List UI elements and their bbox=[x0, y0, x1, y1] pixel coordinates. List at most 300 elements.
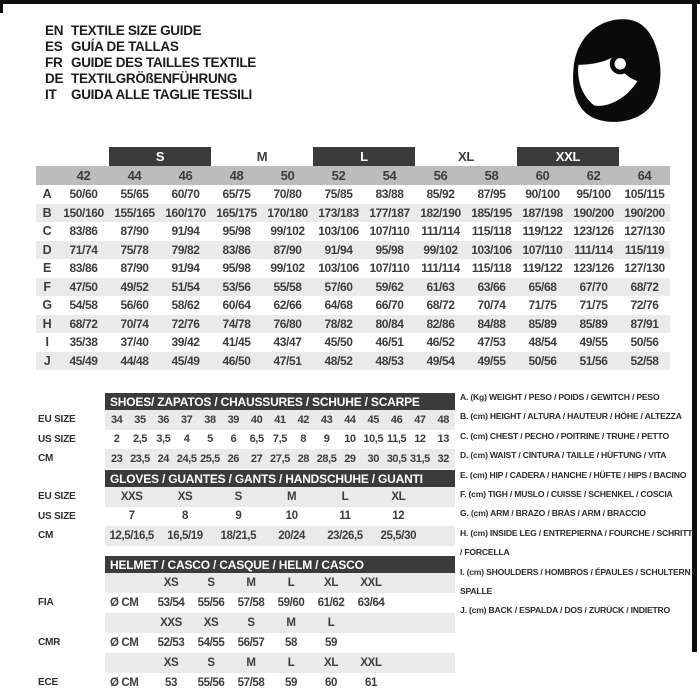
helmet-size-label: M bbox=[286, 617, 296, 629]
shoes-rows bbox=[105, 410, 455, 469]
frame-border-top bbox=[0, 0, 700, 4]
gloves-rows bbox=[105, 487, 455, 546]
language-title: TEXTILGRÖßENFÜHRUNG bbox=[71, 71, 238, 86]
shoes-cell: 27 bbox=[250, 452, 263, 465]
legend-item: J. (cm) BACK / ESPALDA / DOS / ZURÜCK / INDIETRO bbox=[460, 605, 671, 616]
shoes-cell: 35 bbox=[134, 413, 146, 426]
shoes-cell: 28,5 bbox=[316, 452, 337, 465]
numeric-size: 56 bbox=[433, 168, 448, 183]
helmet-size-label: XL bbox=[324, 657, 338, 669]
gloves-cell: 8 bbox=[181, 510, 188, 523]
size-value: 49/54 bbox=[426, 353, 455, 368]
shoes-cell: 23 bbox=[110, 452, 123, 465]
shoes-cell: 6 bbox=[230, 433, 237, 446]
size-value: 111/114 bbox=[574, 242, 613, 257]
helmet-standard-ece: ECE bbox=[38, 677, 58, 688]
gloves-title: GLOVES / GUANTES / GANTS / HANDSCHUHE / GUANTI bbox=[105, 470, 455, 487]
helmet-sizes-row bbox=[105, 613, 455, 633]
size-value: 91/94 bbox=[324, 242, 353, 257]
helmet-size-label: M bbox=[246, 657, 256, 669]
size-row-b bbox=[36, 204, 670, 223]
shoes-data-row bbox=[105, 410, 455, 430]
gloves-data-row bbox=[105, 507, 455, 527]
size-value: 71/75 bbox=[579, 298, 608, 313]
helmet-value: 59 bbox=[285, 677, 297, 689]
size-value: 127/130 bbox=[624, 261, 665, 276]
shoes-cell: 10,5 bbox=[363, 433, 384, 446]
shoes-cell: 6,5 bbox=[249, 433, 264, 446]
size-value: 65/68 bbox=[528, 279, 557, 294]
size-value: 165/175 bbox=[216, 205, 257, 220]
language-title: GUIDA ALLE TAGLIE TESSILI bbox=[71, 87, 252, 102]
shoes-cell: 12 bbox=[414, 433, 426, 446]
helmet-size-label: XS bbox=[163, 657, 179, 669]
size-value: 70/74 bbox=[477, 298, 506, 313]
size-value: 45/49 bbox=[171, 353, 200, 368]
size-value: 35/38 bbox=[69, 335, 98, 350]
size-value: 119/122 bbox=[522, 261, 563, 276]
helmet-standard-fia: FIA bbox=[38, 597, 54, 608]
size-value: 182/190 bbox=[420, 205, 461, 220]
numeric-size: 62 bbox=[586, 168, 601, 183]
size-value: 59/62 bbox=[375, 279, 404, 294]
gloves-row-label: US SIZE bbox=[38, 510, 76, 522]
size-value: 87/91 bbox=[630, 316, 659, 331]
helmet-value: 60 bbox=[325, 677, 337, 689]
shoes-cell: 9 bbox=[323, 433, 330, 446]
numeric-size: 60 bbox=[535, 168, 550, 183]
numeric-size: 42 bbox=[76, 168, 91, 183]
size-value: 103/106 bbox=[471, 242, 512, 257]
size-value: 61/63 bbox=[426, 279, 455, 294]
gloves-cell: 18/21,5 bbox=[220, 529, 257, 542]
row-letter: B bbox=[42, 205, 52, 220]
size-value: 49/52 bbox=[120, 279, 149, 294]
size-value: 78/82 bbox=[324, 316, 353, 331]
size-value: 46/50 bbox=[222, 353, 251, 368]
gloves-cell: 7 bbox=[128, 510, 135, 523]
racing-helmet-icon bbox=[568, 16, 663, 126]
gloves-cell: 23/26,5 bbox=[327, 529, 363, 542]
legend-item: G. (cm) ARM / BRAZO / BRAS / ARM / BRACCIO bbox=[460, 508, 646, 519]
letter-size-m: M bbox=[256, 149, 268, 164]
size-value: 160/170 bbox=[165, 205, 206, 220]
numeric-size: 52 bbox=[331, 168, 346, 183]
legend-item: B. (cm) HEIGHT / ALTURA / HAUTEUR / HÖHE / ALTEZZA bbox=[460, 411, 682, 422]
row-letter: D bbox=[42, 242, 52, 257]
size-value: 67/70 bbox=[579, 279, 608, 294]
shoes-cell: 29 bbox=[344, 452, 356, 465]
frame-border-left-notch bbox=[0, 0, 3, 13]
gloves-data-row bbox=[105, 526, 455, 546]
shoes-cell: 26 bbox=[227, 452, 240, 465]
helmet-size-label: S bbox=[247, 617, 255, 629]
language-title: TEXTILE SIZE GUIDE bbox=[71, 23, 202, 38]
size-value: 82/86 bbox=[426, 316, 455, 331]
size-row-j bbox=[36, 352, 670, 371]
size-value: 95/98 bbox=[222, 261, 251, 276]
helmet-value: 56/57 bbox=[237, 637, 265, 649]
size-value: 71/74 bbox=[69, 242, 98, 257]
language-title: GUÍA DE TALLAS bbox=[71, 39, 179, 54]
shoes-cell: 30,5 bbox=[386, 452, 407, 465]
shoes-cell: 3,5 bbox=[156, 433, 171, 446]
size-value: 50/60 bbox=[69, 187, 98, 202]
size-value: 190/200 bbox=[624, 205, 665, 220]
size-value: 83/86 bbox=[222, 242, 251, 257]
helmet-value: 61 bbox=[365, 677, 377, 689]
row-letter: I bbox=[45, 335, 49, 350]
gloves-cell: XL bbox=[391, 490, 406, 503]
size-value: 58/62 bbox=[171, 298, 200, 313]
helmet-value: 58 bbox=[285, 637, 297, 649]
numeric-size: 50 bbox=[280, 168, 295, 183]
size-value: 41/45 bbox=[222, 335, 251, 350]
size-value: 85/89 bbox=[528, 316, 557, 331]
size-value: 75/78 bbox=[120, 242, 149, 257]
size-value: 74/78 bbox=[222, 316, 251, 331]
size-value: 72/76 bbox=[171, 316, 200, 331]
helmet-sizes-row bbox=[105, 573, 455, 593]
numeric-size: 46 bbox=[178, 168, 193, 183]
size-value: 46/52 bbox=[426, 335, 455, 350]
size-value: 49/55 bbox=[579, 335, 608, 350]
size-value: 83/86 bbox=[69, 224, 98, 239]
size-value: 57/60 bbox=[324, 279, 353, 294]
size-value: 80/84 bbox=[375, 316, 404, 331]
size-value: 107/110 bbox=[369, 261, 410, 276]
size-row-a bbox=[36, 185, 670, 204]
size-row-i bbox=[36, 333, 670, 352]
size-value: 60/70 bbox=[171, 187, 200, 202]
size-value: 190/200 bbox=[573, 205, 614, 220]
size-value: 63/66 bbox=[477, 279, 506, 294]
shoes-side-labels bbox=[38, 393, 105, 469]
size-value: 72/76 bbox=[630, 298, 659, 313]
shoes-cell: 47 bbox=[414, 413, 426, 426]
shoes-cell: 10 bbox=[344, 433, 356, 446]
size-value: 127/130 bbox=[624, 224, 665, 239]
size-row-f bbox=[36, 278, 670, 297]
size-row-e bbox=[36, 259, 670, 278]
gloves-cell: M bbox=[287, 490, 297, 503]
size-value: 48/52 bbox=[324, 353, 353, 368]
letter-size-row bbox=[36, 147, 670, 166]
gloves-cell: 9 bbox=[235, 510, 242, 523]
size-value: 155/165 bbox=[114, 205, 155, 220]
gloves-cell: XXS bbox=[120, 490, 143, 503]
row-letter: G bbox=[42, 298, 52, 313]
shoes-cell: 43 bbox=[320, 413, 333, 426]
size-value: 52/58 bbox=[630, 353, 659, 368]
size-value: 90/100 bbox=[525, 187, 560, 202]
size-value: 95/100 bbox=[576, 187, 611, 202]
size-value: 46/51 bbox=[375, 335, 404, 350]
helmet-size-label: XXL bbox=[360, 657, 382, 669]
size-value: 71/75 bbox=[528, 298, 557, 313]
shoes-cell: 24,5 bbox=[176, 452, 197, 465]
size-value: 68/72 bbox=[630, 279, 659, 294]
size-value: 123/126 bbox=[573, 224, 614, 239]
size-value: 54/58 bbox=[69, 298, 98, 313]
shoes-cell: 2 bbox=[113, 433, 120, 446]
size-value: 85/89 bbox=[579, 316, 608, 331]
helmet-value: 61/62 bbox=[317, 597, 345, 609]
measurement-legend bbox=[460, 388, 696, 621]
shoes-cell: 24 bbox=[157, 452, 170, 465]
helmet-size-label: S bbox=[207, 577, 215, 589]
helmet-value: 57/58 bbox=[237, 597, 265, 609]
language-code: IT bbox=[45, 87, 57, 102]
numeric-size: 54 bbox=[382, 168, 397, 183]
size-value: 70/74 bbox=[120, 316, 149, 331]
shoes-cell: 11,5 bbox=[387, 433, 407, 446]
helmet-title: HELMET / CASCO / CASQUE / HELM / CASCO bbox=[105, 556, 455, 573]
shoes-cell: 46 bbox=[390, 413, 403, 426]
size-value: 111/114 bbox=[421, 224, 460, 239]
size-table-body bbox=[36, 185, 670, 370]
shoes-row-label: CM bbox=[38, 453, 54, 464]
size-value: 87/90 bbox=[120, 261, 149, 276]
helmet-value: 52/53 bbox=[157, 637, 185, 649]
size-value: 103/106 bbox=[318, 224, 359, 239]
size-value: 115/119 bbox=[624, 242, 665, 257]
shoes-row-label: EU SIZE bbox=[38, 414, 76, 425]
numeric-size: 44 bbox=[127, 168, 142, 183]
size-value: 99/102 bbox=[270, 224, 305, 239]
size-value: 87/90 bbox=[120, 224, 149, 239]
size-value: 103/106 bbox=[318, 261, 359, 276]
row-letter: A bbox=[42, 187, 52, 202]
size-value: 95/98 bbox=[222, 224, 251, 239]
shoes-cell: 32 bbox=[437, 452, 449, 465]
size-value: 79/82 bbox=[171, 242, 200, 257]
gloves-cell: 11 bbox=[339, 510, 351, 523]
size-value: 39/42 bbox=[171, 335, 200, 350]
shoes-cell: 37 bbox=[180, 413, 193, 426]
shoes-cell: 40 bbox=[250, 413, 263, 426]
helmet-value: 59/60 bbox=[277, 597, 305, 609]
size-value: 60/64 bbox=[222, 298, 251, 313]
gloves-cell: 25,5/30 bbox=[380, 529, 417, 542]
size-value: 177/187 bbox=[369, 205, 410, 220]
size-value: 187/198 bbox=[522, 205, 563, 220]
gloves-row-label: CM bbox=[38, 530, 54, 541]
size-value: 99/102 bbox=[270, 261, 305, 276]
shoes-cell: 45 bbox=[367, 413, 379, 426]
helmet-sizes-row bbox=[105, 653, 455, 673]
size-row-h bbox=[36, 315, 670, 334]
size-value: 107/110 bbox=[522, 242, 563, 257]
helmet-size-label: L bbox=[327, 617, 335, 629]
size-value: 43/47 bbox=[273, 335, 302, 350]
size-value: 49/55 bbox=[477, 353, 506, 368]
size-value: 75/85 bbox=[324, 187, 353, 202]
shoes-cell: 48 bbox=[437, 413, 449, 426]
size-value: 119/122 bbox=[522, 224, 563, 239]
corner-cell bbox=[36, 166, 58, 185]
size-value: 44/48 bbox=[120, 353, 149, 368]
row-letter: E bbox=[43, 261, 51, 276]
size-value: 47/51 bbox=[273, 353, 302, 368]
size-value: 62/66 bbox=[273, 298, 302, 313]
size-row-g bbox=[36, 296, 670, 315]
language-code: ES bbox=[45, 39, 63, 54]
helmet-size-label: XS bbox=[163, 577, 179, 589]
numeric-size: 48 bbox=[229, 168, 244, 183]
numeric-size-row bbox=[36, 166, 670, 185]
helmet-size-label: XXL bbox=[360, 577, 382, 589]
shoes-cell: 39 bbox=[227, 413, 240, 426]
diameter-unit-label: Ø CM bbox=[110, 677, 139, 689]
shoes-title: SHOES/ ZAPATOS / CHAUSSURES / SCHUHE / SCARPE bbox=[105, 393, 455, 410]
size-value: 91/94 bbox=[171, 261, 200, 276]
size-value: 123/126 bbox=[573, 261, 614, 276]
size-value: 87/95 bbox=[477, 187, 506, 202]
shoes-cell: 38 bbox=[204, 413, 216, 426]
size-value: 76/80 bbox=[273, 316, 302, 331]
shoes-cell: 36 bbox=[157, 413, 170, 426]
size-value: 64/68 bbox=[324, 298, 353, 313]
shoes-cell: 2,5 bbox=[132, 433, 148, 446]
shoes-cell: 13 bbox=[437, 433, 449, 446]
helmet-size-label: L bbox=[287, 577, 295, 589]
size-value: 48/53 bbox=[375, 353, 404, 368]
gloves-cell: S bbox=[234, 490, 242, 503]
size-value: 87/90 bbox=[273, 242, 302, 257]
helmet-values-row bbox=[105, 593, 455, 613]
shoes-cell: 25,5 bbox=[200, 452, 220, 465]
size-value: 83/86 bbox=[69, 261, 98, 276]
shoes-cell: 42 bbox=[297, 413, 309, 426]
shoes-cell: 41 bbox=[274, 413, 286, 426]
language-code: FR bbox=[45, 55, 63, 70]
size-value: 51/54 bbox=[171, 279, 200, 294]
gloves-side-labels bbox=[38, 470, 105, 546]
row-letter: F bbox=[43, 279, 51, 294]
size-value: 105/115 bbox=[624, 187, 665, 202]
size-value: 185/195 bbox=[471, 205, 512, 220]
legend-item: H. (cm) INSIDE LEG / ENTREPIERNA / FOURCHE / SCHRITT / FORCELLA bbox=[460, 527, 693, 558]
gloves-cell: XS bbox=[177, 490, 193, 503]
language-code: DE bbox=[45, 71, 64, 86]
size-value: 45/49 bbox=[69, 353, 98, 368]
size-value: 68/72 bbox=[69, 316, 98, 331]
legend-item: D. (cm) WAIST / CINTURA / TAILLE / HÜFTUNG / VITA bbox=[460, 450, 667, 461]
letter-size-s: S bbox=[109, 147, 211, 166]
helmet-value: 53/54 bbox=[157, 597, 185, 609]
helmet-rows bbox=[105, 573, 455, 693]
size-value: 107/110 bbox=[369, 224, 410, 239]
shoes-cell: 44 bbox=[344, 413, 356, 426]
gloves-cell: 20/24 bbox=[278, 529, 306, 542]
legend-item: I. (cm) SHOULDERS / HOMBROS / ÉPAULES / SCHULTERN / SPALLE bbox=[460, 566, 695, 597]
gloves-cell: 16,5/19 bbox=[167, 529, 203, 542]
helmet-size-label: XXS bbox=[160, 617, 182, 629]
shoes-data-row bbox=[105, 430, 455, 450]
size-value: 170/180 bbox=[267, 205, 308, 220]
size-value: 84/88 bbox=[477, 316, 506, 331]
size-value: 115/118 bbox=[471, 261, 512, 276]
helmet-value: 53 bbox=[165, 677, 177, 689]
letter-size-xxl: XXL bbox=[517, 147, 619, 166]
size-value: 91/94 bbox=[171, 224, 200, 239]
helmet-value: 55/56 bbox=[197, 677, 225, 689]
size-value: 99/102 bbox=[423, 242, 458, 257]
main-size-table bbox=[36, 147, 670, 370]
row-letter: C bbox=[42, 224, 52, 239]
letter-size-l: L bbox=[313, 147, 415, 166]
shoes-row-label: US SIZE bbox=[38, 433, 76, 445]
language-title: GUIDE DES TAILLES TEXTILE bbox=[71, 55, 257, 70]
gloves-data-row bbox=[105, 487, 455, 507]
shoes-cell: 4 bbox=[183, 433, 190, 446]
helmet-value: 57/58 bbox=[237, 677, 265, 689]
helmet-side-labels bbox=[38, 556, 105, 693]
size-value: 37/40 bbox=[120, 335, 149, 350]
helmet-value: 54/55 bbox=[197, 637, 225, 649]
size-value: 85/92 bbox=[426, 187, 455, 202]
legend-item: F. (cm) TIGH / MUSLO / CUISSE / SCHENKEL / COSCIA bbox=[460, 489, 673, 500]
size-value: 95/98 bbox=[375, 242, 404, 257]
size-value: 56/60 bbox=[120, 298, 149, 313]
numeric-size: 64 bbox=[637, 168, 652, 183]
diameter-unit-label: Ø CM bbox=[110, 637, 139, 649]
size-value: 50/56 bbox=[630, 335, 659, 350]
size-value: 45/50 bbox=[324, 335, 353, 350]
shoes-cell: 31,5 bbox=[410, 452, 430, 465]
size-value: 48/54 bbox=[528, 335, 557, 350]
shoes-cell: 30 bbox=[367, 452, 379, 465]
helmet-standard-cmr: CMR bbox=[38, 637, 61, 648]
helmet-size-label: S bbox=[207, 657, 215, 669]
size-row-d bbox=[36, 241, 670, 260]
size-value: 68/72 bbox=[426, 298, 455, 313]
size-value: 115/118 bbox=[471, 224, 512, 239]
shoes-data-row bbox=[105, 449, 455, 469]
helmet-values-row bbox=[105, 633, 455, 653]
legend-item: A. (Kg) WEIGHT / PESO / POIDS / GEWITCH / PESO bbox=[460, 392, 660, 402]
shoes-cell: 7,5 bbox=[272, 433, 287, 446]
helmet-value: 59 bbox=[325, 637, 337, 649]
size-value: 70/80 bbox=[273, 187, 302, 202]
size-value: 111/114 bbox=[421, 261, 460, 276]
shoes-cell: 8 bbox=[300, 433, 307, 446]
gloves-cell: 10 bbox=[285, 510, 298, 523]
language-list bbox=[45, 24, 256, 101]
numeric-size: 58 bbox=[484, 168, 499, 183]
helmet-size-label: M bbox=[246, 577, 256, 589]
helmet-size-label: XS bbox=[203, 617, 219, 629]
gloves-cell: 12 bbox=[392, 510, 405, 523]
row-letter: J bbox=[43, 353, 51, 368]
size-value: 83/88 bbox=[375, 187, 404, 202]
size-value: 51/56 bbox=[579, 353, 608, 368]
helmet-value: 55/56 bbox=[197, 597, 225, 609]
helmet-size-label: L bbox=[287, 657, 295, 669]
shoes-cell: 5 bbox=[207, 433, 213, 446]
language-code: EN bbox=[45, 23, 64, 38]
size-value: 55/65 bbox=[120, 187, 149, 202]
diameter-unit-label: Ø CM bbox=[110, 597, 139, 609]
shoes-cell: 23,5 bbox=[130, 452, 150, 465]
gloves-cell: L bbox=[341, 490, 349, 503]
size-value: 55/58 bbox=[273, 279, 302, 294]
shoes-cell: 34 bbox=[110, 413, 123, 426]
helmet-values-row bbox=[105, 673, 455, 693]
row-letter: H bbox=[42, 316, 52, 331]
gloves-row-label: EU SIZE bbox=[38, 491, 76, 502]
